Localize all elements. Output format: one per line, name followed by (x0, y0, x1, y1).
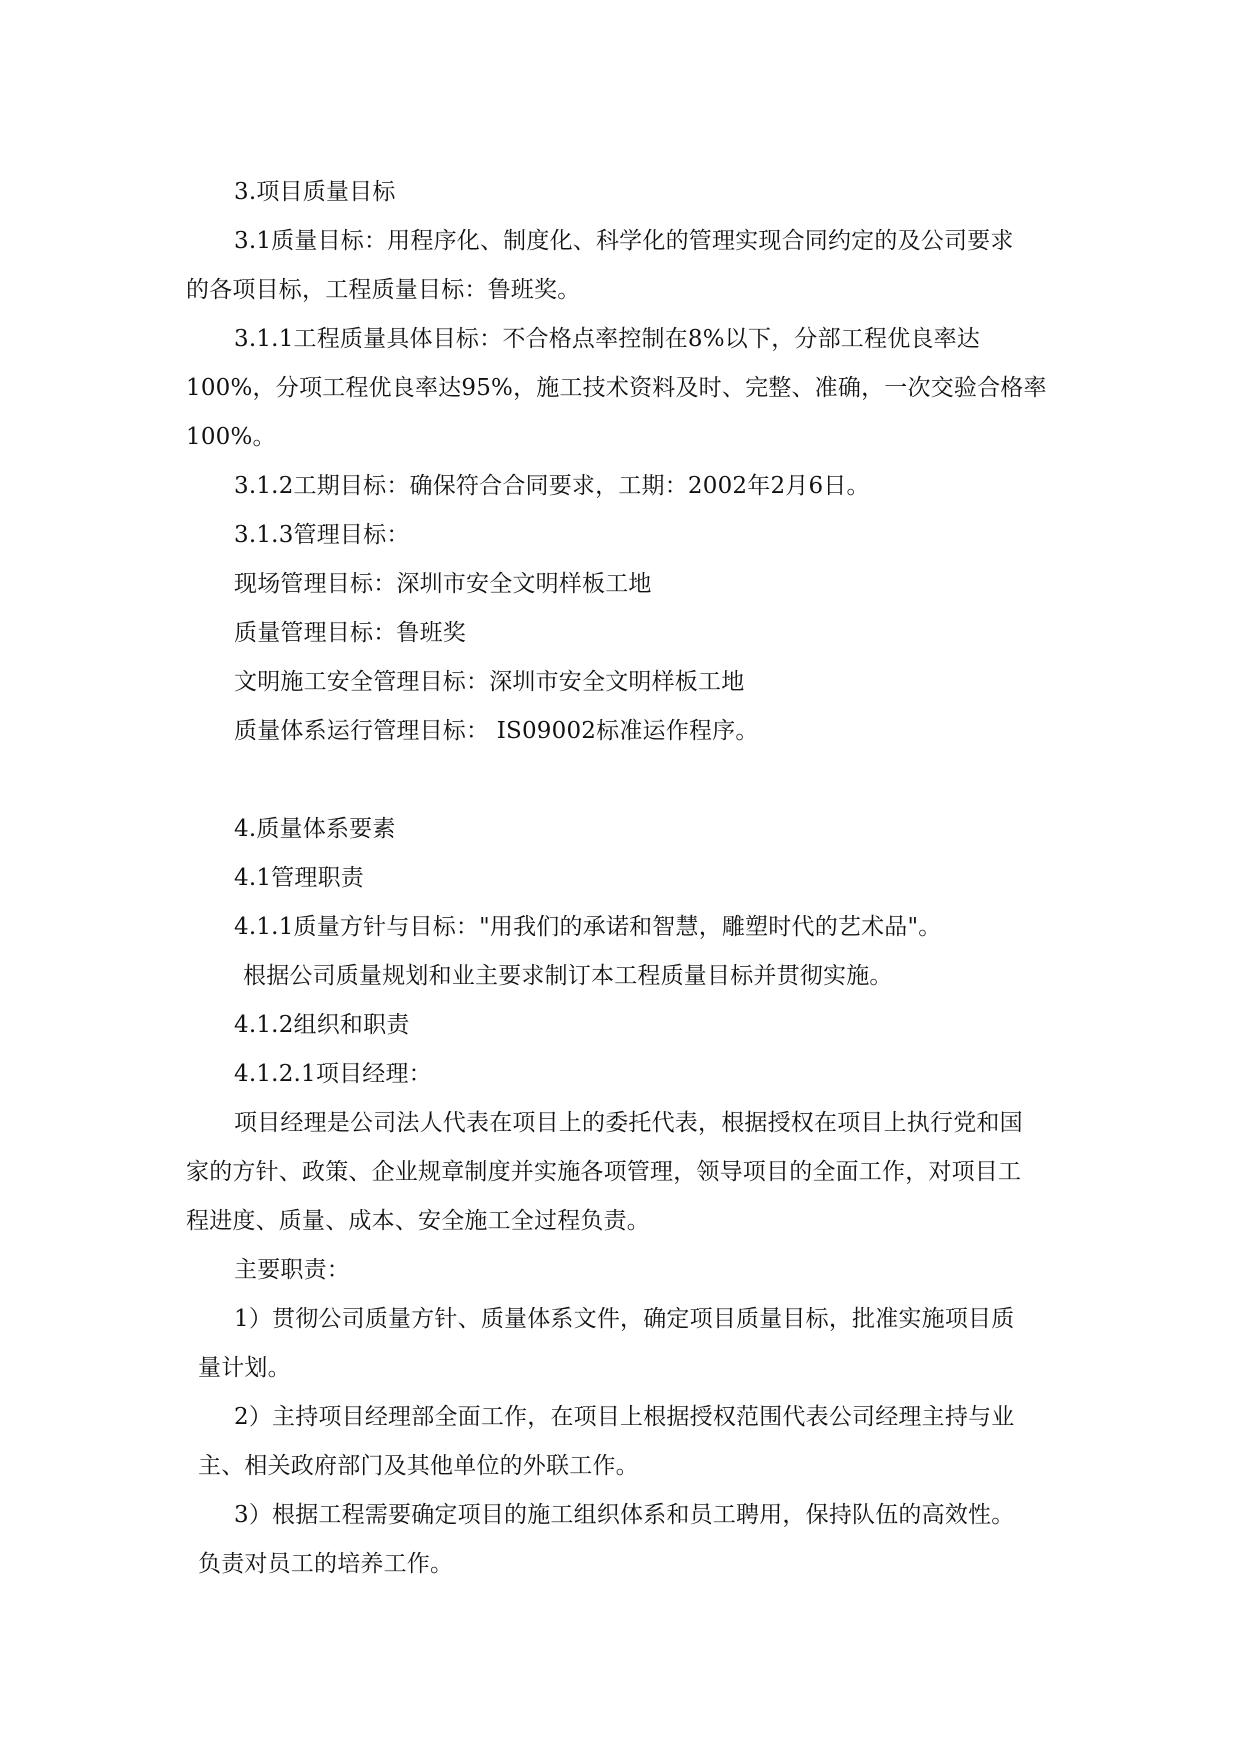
document-body (186, 168, 1086, 1589)
paragraph-4-1-2-1: 4.1.2.1项目经理： (234, 1061, 432, 1087)
duty-1-line1: 1）贯彻公司质量方针、质量体系文件，确定项目质量目标，批准实施项目质 (234, 1306, 1015, 1332)
paragraph-3-1-1-line3: 100%。 (186, 424, 276, 450)
duty-1-line2: 量计划。 (198, 1355, 291, 1381)
quality-system-goal: 质量体系运行管理目标： IS09002标准运作程序。 (234, 718, 759, 744)
paragraph-4-1-1-note: 根据公司质量规划和业主要求制订本工程质量目标并贯彻实施。 (243, 963, 893, 989)
paragraph-3-1-line1: 3.1质量目标：用程序化、制度化、科学化的管理实现合同约定的及公司要求 (234, 228, 1014, 254)
duty-2-line1: 2）主持项目经理部全面工作，在项目上根据授权范围代表公司经理主持与业 (234, 1404, 1015, 1430)
project-manager-line2: 家的方针、政策、企业规章制度并实施各项管理，领导项目的全面工作，对项目工 (186, 1159, 1022, 1185)
paragraph-3-1-line2: 的各项目标，工程质量目标：鲁班奖。 (186, 277, 581, 303)
section-4-heading: 4.质量体系要素 (234, 816, 396, 842)
paragraph-3-1-1-line1: 3.1.1工程质量具体目标：不合格点率控制在8%以下，分部工程优良率达 (234, 326, 981, 352)
paragraph-4-1-1: 4.1.1质量方针与目标："用我们的承诺和智慧，雕塑时代的艺术品"。 (234, 914, 942, 940)
duty-3-line1: 3）根据工程需要确定项目的施工组织体系和员工聘用，保持队伍的高效性。 (234, 1502, 1015, 1528)
section-spacer (186, 756, 1086, 805)
quality-management-goal: 质量管理目标：鲁班奖 (234, 620, 466, 646)
duty-2-line2: 主、相关政府部门及其他单位的外联工作。 (198, 1453, 639, 1479)
paragraph-3-1-3: 3.1.3管理目标： (234, 522, 410, 548)
paragraph-3-1-1-line2: 100%，分项工程优良率达95%，施工技术资料及时、完整、准确，一次交验合格率 (186, 375, 1047, 401)
paragraph-4-1-2: 4.1.2组织和职责 (234, 1012, 410, 1038)
safety-management-goal: 文明施工安全管理目标：深圳市安全文明样板工地 (234, 669, 745, 695)
duty-3-line2: 负责对员工的培养工作。 (198, 1551, 454, 1577)
section-3-heading: 3.项目质量目标 (234, 179, 396, 205)
site-management-goal: 现场管理目标：深圳市安全文明样板工地 (234, 571, 652, 597)
main-duties-heading: 主要职责： (234, 1257, 350, 1283)
paragraph-3-1-2: 3.1.2工期目标：确保符合合同要求，工期：2002年2月6日。 (234, 473, 870, 499)
paragraph-4-1: 4.1管理职责 (234, 865, 364, 891)
project-manager-line1: 项目经理是公司法人代表在项目上的委托代表，根据授权在项目上执行党和国 (234, 1110, 1023, 1136)
project-manager-line3: 程进度、质量、成本、安全施工全过程负责。 (186, 1208, 650, 1234)
